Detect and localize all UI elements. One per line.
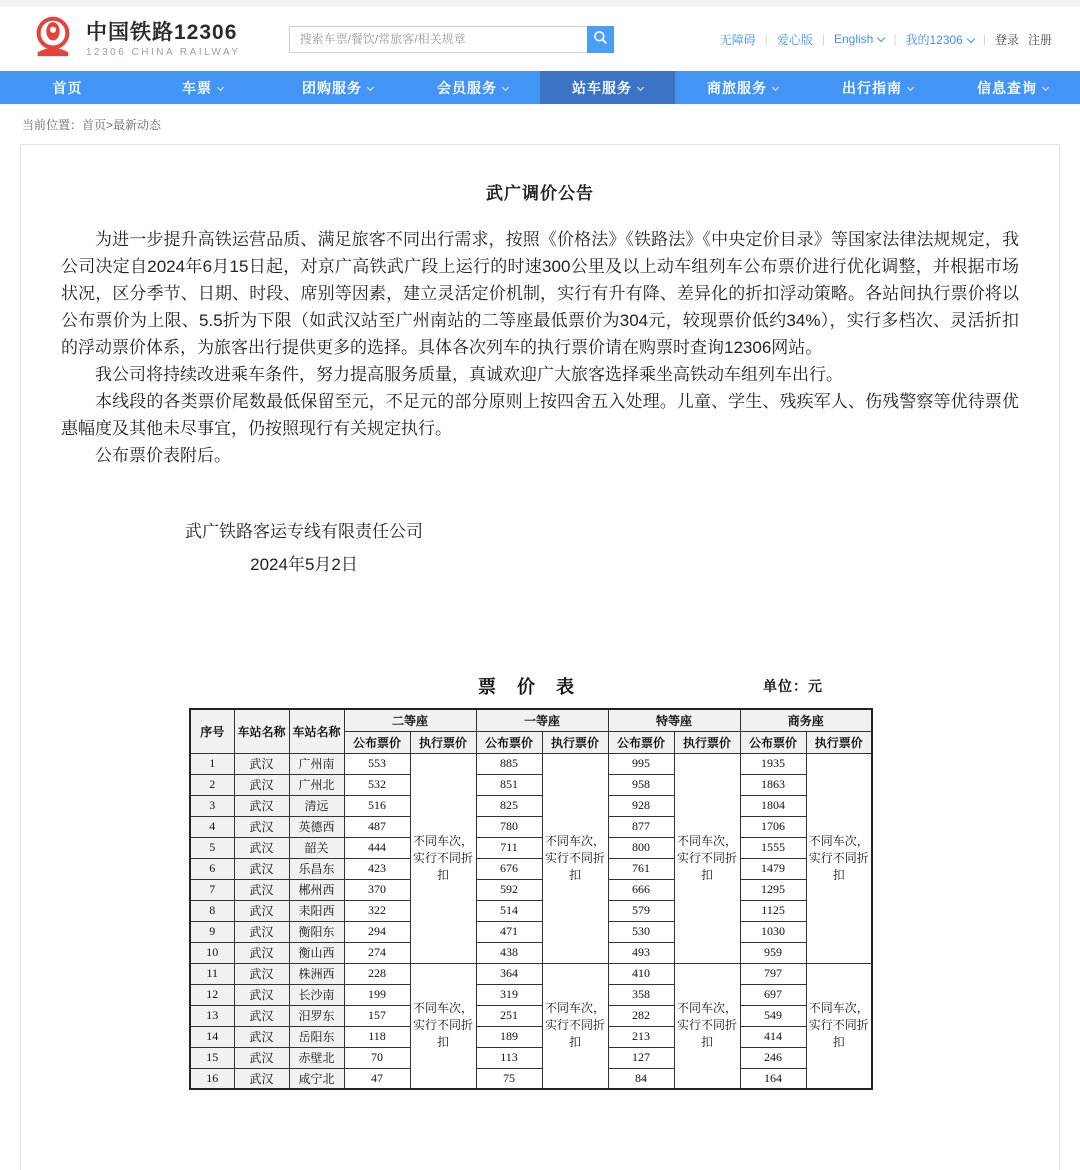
table-row — [190, 963, 872, 984]
to-station-cell: 乐昌东 — [289, 858, 344, 879]
seq-cell: 13 — [190, 1005, 234, 1026]
published-price-cell: 423 — [344, 858, 410, 879]
announcement-paragraph: 为进一步提升高铁运营品质、满足旅客不同出行需求，按照《价格法》《铁路法》《中央定价目录》等国家法律法规规定，我公司决定自2024年6月15日起，对京广高铁武广段上运行的时速300公里及以上动车组列车公布票价进行优化调整，并根据市场状况，区分季节、日期、时段、席别等因素，建立灵活定价机制，实行有升有降、差异化的折扣浮动策略。各站间执行票价将以公布票价为上限、5.5折为下限（如武汉站至广州南站的二等座最低票价为304元，较现票价低约34%），实行多档次、灵活折扣的浮动票价体系，为旅客出行提供更多的选择。具体各次列车的执行票价请在购票时查询12306网站。 — [61, 230, 1019, 357]
published-price-cell: 1030 — [740, 921, 806, 942]
col-header-premium-class: 特等座 — [608, 709, 740, 731]
signature-block — [185, 515, 423, 581]
from-station-cell: 武汉 — [234, 1026, 289, 1047]
logo-subtitle: 12306 CHINA RAILWAY — [86, 46, 241, 58]
to-station-cell: 咸宁北 — [289, 1068, 344, 1089]
seq-cell: 14 — [190, 1026, 234, 1047]
published-price-cell: 1863 — [740, 774, 806, 795]
published-price-cell: 157 — [344, 1005, 410, 1026]
col-header-executed-price: 执行票价 — [542, 731, 608, 753]
published-price-cell: 959 — [740, 942, 806, 963]
published-price-cell: 666 — [608, 879, 674, 900]
published-price-cell: 414 — [740, 1026, 806, 1047]
to-station-cell: 岳阳东 — [289, 1026, 344, 1047]
published-price-cell: 797 — [740, 963, 806, 984]
announcement-panel — [20, 144, 1060, 1170]
fare-table-unit-label: 单位：元 — [763, 678, 823, 694]
table-row — [190, 984, 872, 1005]
separator: | — [764, 32, 768, 46]
published-price-cell: 84 — [608, 1068, 674, 1089]
to-station-cell: 衡阳东 — [289, 921, 344, 942]
published-price-cell: 553 — [344, 753, 410, 774]
announcement-title: 武广调价公告 — [486, 184, 594, 203]
published-price-cell: 1935 — [740, 753, 806, 774]
published-price-cell: 532 — [344, 774, 410, 795]
chevron-down-icon — [502, 84, 509, 91]
col-header-published-price: 公布票价 — [344, 731, 410, 753]
published-price-cell: 549 — [740, 1005, 806, 1026]
published-price-cell: 282 — [608, 1005, 674, 1026]
published-price-cell: 189 — [476, 1026, 542, 1047]
published-price-cell: 493 — [608, 942, 674, 963]
executed-price-note-cell: 不同车次，实行不同折扣 — [674, 753, 740, 963]
published-price-cell: 851 — [476, 774, 542, 795]
to-station-cell: 株洲西 — [289, 963, 344, 984]
col-header-executed-price: 执行票价 — [806, 731, 872, 753]
published-price-cell: 127 — [608, 1047, 674, 1068]
col-header-station-to: 车站名称 — [289, 709, 344, 753]
published-price-cell: 1479 — [740, 858, 806, 879]
announcement-paragraph: 本线段的各类票价尾数最低保留至元，不足元的部分原则上按四舍五入处理。儿童、学生、残疾军人、伤残警察等优待票优惠幅度及其他未尽事宜，仍按照现行有关规定执行。 — [61, 392, 1019, 438]
col-header-station-from: 车站名称 — [234, 709, 289, 753]
seq-cell: 3 — [190, 795, 234, 816]
to-station-cell: 郴州西 — [289, 879, 344, 900]
to-station-cell: 长沙南 — [289, 984, 344, 1005]
published-price-cell: 410 — [608, 963, 674, 984]
separator: | — [982, 32, 986, 46]
from-station-cell: 武汉 — [234, 879, 289, 900]
seq-cell: 2 — [190, 774, 234, 795]
from-station-cell: 武汉 — [234, 795, 289, 816]
nav-item-info-query[interactable]: 信息查询 — [945, 71, 1080, 104]
published-price-cell: 1295 — [740, 879, 806, 900]
published-price-cell: 274 — [344, 942, 410, 963]
announcement-paragraph: 公布票价表附后。 — [95, 446, 231, 465]
seq-cell: 7 — [190, 879, 234, 900]
table-row — [190, 816, 872, 837]
from-station-cell: 武汉 — [234, 837, 289, 858]
from-station-cell: 武汉 — [234, 942, 289, 963]
executed-price-note-cell: 不同车次，实行不同折扣 — [542, 963, 608, 1089]
table-row — [190, 879, 872, 900]
executed-price-note-cell: 不同车次，实行不同折扣 — [674, 963, 740, 1089]
table-row — [190, 1047, 872, 1068]
separator: | — [893, 32, 897, 46]
quick-links — [720, 31, 1052, 48]
published-price-cell: 1804 — [740, 795, 806, 816]
published-price-cell: 113 — [476, 1047, 542, 1068]
nav-item-travel-guide[interactable]: 出行指南 — [810, 71, 945, 104]
link-accessibility[interactable]: 无障碍 — [719, 32, 756, 47]
table-row — [190, 921, 872, 942]
logo-title: 中国铁路12306 — [86, 20, 238, 44]
published-price-cell: 711 — [476, 837, 542, 858]
to-station-cell: 英德西 — [289, 816, 344, 837]
chevron-down-icon — [877, 34, 885, 42]
table-row — [190, 795, 872, 816]
to-station-cell: 衡山西 — [289, 942, 344, 963]
table-row — [190, 1026, 872, 1047]
col-header-published-price: 公布票价 — [476, 731, 542, 753]
fare-table-section — [189, 673, 871, 1090]
published-price-cell: 514 — [476, 900, 542, 921]
from-station-cell: 武汉 — [234, 1047, 289, 1068]
search-bar — [289, 26, 614, 53]
published-price-cell: 358 — [608, 984, 674, 1005]
published-price-cell: 995 — [608, 753, 674, 774]
table-row — [190, 858, 872, 879]
search-input[interactable] — [289, 26, 587, 53]
published-price-cell: 246 — [740, 1047, 806, 1068]
executed-price-note-cell: 不同车次，实行不同折扣 — [806, 753, 872, 963]
col-header-first-class: 一等座 — [476, 709, 608, 731]
signature-company: 武广铁路客运专线有限责任公司 — [185, 522, 423, 541]
breadcrumb — [0, 104, 1080, 144]
nav-item-member-services[interactable]: 会员服务 — [405, 71, 540, 104]
published-price-cell: 213 — [608, 1026, 674, 1047]
published-price-cell: 164 — [740, 1068, 806, 1089]
from-station-cell: 武汉 — [234, 963, 289, 984]
header-bar — [0, 7, 1080, 71]
fare-table-header — [190, 709, 872, 753]
published-price-cell: 47 — [344, 1068, 410, 1089]
published-price-cell: 579 — [608, 900, 674, 921]
fare-table — [189, 708, 873, 1090]
published-price-cell: 958 — [608, 774, 674, 795]
published-price-cell: 487 — [344, 816, 410, 837]
published-price-cell: 780 — [476, 816, 542, 837]
nav-item-home[interactable]: 首页 — [52, 79, 83, 96]
site-logo[interactable] — [30, 14, 241, 65]
seq-cell: 6 — [190, 858, 234, 879]
to-station-cell: 广州南 — [289, 753, 344, 774]
seq-cell: 8 — [190, 900, 234, 921]
chevron-down-icon — [1042, 84, 1049, 91]
to-station-cell: 汨罗东 — [289, 1005, 344, 1026]
col-header-executed-price: 执行票价 — [674, 731, 740, 753]
from-station-cell: 武汉 — [234, 921, 289, 942]
published-price-cell: 228 — [344, 963, 410, 984]
from-station-cell: 武汉 — [234, 900, 289, 921]
published-price-cell: 761 — [608, 858, 674, 879]
published-price-cell: 676 — [476, 858, 542, 879]
col-header-second-class: 二等座 — [344, 709, 476, 731]
from-station-cell: 武汉 — [234, 774, 289, 795]
col-header-published-price: 公布票价 — [740, 731, 806, 753]
logo-text — [86, 21, 241, 58]
published-price-cell: 319 — [476, 984, 542, 1005]
table-row — [190, 837, 872, 858]
seq-cell: 5 — [190, 837, 234, 858]
executed-price-note-cell: 不同车次，实行不同折扣 — [410, 963, 476, 1089]
from-station-cell: 武汉 — [234, 858, 289, 879]
col-header-seq: 序号 — [190, 709, 234, 753]
chevron-down-icon — [637, 84, 644, 91]
nav-item-group-services[interactable]: 团购服务 — [270, 71, 405, 104]
published-price-cell: 70 — [344, 1047, 410, 1068]
to-station-cell: 赤壁北 — [289, 1047, 344, 1068]
search-button[interactable] — [587, 26, 614, 53]
breadcrumb-prefix: 当前位置： — [22, 118, 83, 132]
table-row — [190, 774, 872, 795]
published-price-cell: 251 — [476, 1005, 542, 1026]
login-link[interactable]: 登录 — [994, 32, 1019, 47]
to-station-cell: 耒阳西 — [289, 900, 344, 921]
announcement-paragraph: 我公司将持续改进乘车条件，努力提高服务质量，真诚欢迎广大旅客选择乘坐高铁动车组列车出行。 — [95, 365, 843, 384]
executed-price-note-cell: 不同车次，实行不同折扣 — [542, 753, 608, 963]
nav-item-station-services[interactable]: 站车服务 — [540, 71, 675, 104]
from-station-cell: 武汉 — [234, 1068, 289, 1089]
seq-cell: 16 — [190, 1068, 234, 1089]
from-station-cell: 武汉 — [234, 984, 289, 1005]
seq-cell: 1 — [190, 753, 234, 774]
chevron-down-icon — [217, 84, 224, 91]
published-price-cell: 1125 — [740, 900, 806, 921]
table-row — [190, 942, 872, 963]
executed-price-note-cell: 不同车次，实行不同折扣 — [806, 963, 872, 1089]
chevron-down-icon — [907, 84, 914, 91]
published-price-cell: 592 — [476, 879, 542, 900]
published-price-cell: 294 — [344, 921, 410, 942]
executed-price-note-cell: 不同车次，实行不同折扣 — [410, 753, 476, 963]
from-station-cell: 武汉 — [234, 816, 289, 837]
published-price-cell: 516 — [344, 795, 410, 816]
seq-cell: 15 — [190, 1047, 234, 1068]
to-station-cell: 韶关 — [289, 837, 344, 858]
seq-cell: 9 — [190, 921, 234, 942]
fare-table-body — [190, 753, 872, 1089]
col-header-executed-price: 执行票价 — [410, 731, 476, 753]
table-row — [190, 1005, 872, 1026]
published-price-cell: 199 — [344, 984, 410, 1005]
published-price-cell: 118 — [344, 1026, 410, 1047]
window-top-strip — [0, 0, 1080, 7]
published-price-cell: 697 — [740, 984, 806, 1005]
seq-cell: 4 — [190, 816, 234, 837]
signature-date: 2024年5月2日 — [250, 555, 358, 574]
published-price-cell: 530 — [608, 921, 674, 942]
published-price-cell: 444 — [344, 837, 410, 858]
seq-cell: 12 — [190, 984, 234, 1005]
published-price-cell: 322 — [344, 900, 410, 921]
published-price-cell: 885 — [476, 753, 542, 774]
chevron-down-icon — [967, 34, 975, 42]
nav-item-business-travel[interactable]: 商旅服务 — [675, 71, 810, 104]
chevron-down-icon — [367, 84, 374, 91]
table-row — [190, 753, 872, 774]
search-icon — [593, 30, 608, 48]
published-price-cell: 1706 — [740, 816, 806, 837]
to-station-cell: 清远 — [289, 795, 344, 816]
table-row — [190, 900, 872, 921]
published-price-cell: 75 — [476, 1068, 542, 1089]
seq-cell: 11 — [190, 963, 234, 984]
from-station-cell: 武汉 — [234, 753, 289, 774]
separator: | — [821, 32, 825, 46]
register-link[interactable]: 注册 — [1027, 32, 1052, 47]
nav-item-tickets[interactable]: 车票 — [135, 71, 270, 104]
link-care-version[interactable]: 爱心版 — [776, 32, 813, 47]
published-price-cell: 1555 — [740, 837, 806, 858]
breadcrumb-path[interactable]: 首页>最新动态 — [82, 118, 162, 132]
published-price-cell: 438 — [476, 942, 542, 963]
table-row — [190, 1068, 872, 1089]
link-my12306[interactable]: 我的12306 — [905, 31, 973, 48]
seq-cell: 10 — [190, 942, 234, 963]
to-station-cell: 广州北 — [289, 774, 344, 795]
published-price-cell: 877 — [608, 816, 674, 837]
from-station-cell: 武汉 — [234, 1005, 289, 1026]
railway-logo-icon — [30, 14, 76, 65]
link-language[interactable]: English — [834, 32, 884, 46]
published-price-cell: 471 — [476, 921, 542, 942]
published-price-cell: 825 — [476, 795, 542, 816]
col-header-business-class: 商务座 — [740, 709, 872, 731]
published-price-cell: 370 — [344, 879, 410, 900]
fare-table-title: 票 价 表 — [477, 677, 582, 697]
main-nav — [0, 71, 1080, 104]
col-header-published-price: 公布票价 — [608, 731, 674, 753]
chevron-down-icon — [772, 84, 779, 91]
published-price-cell: 928 — [608, 795, 674, 816]
published-price-cell: 364 — [476, 963, 542, 984]
published-price-cell: 800 — [608, 837, 674, 858]
